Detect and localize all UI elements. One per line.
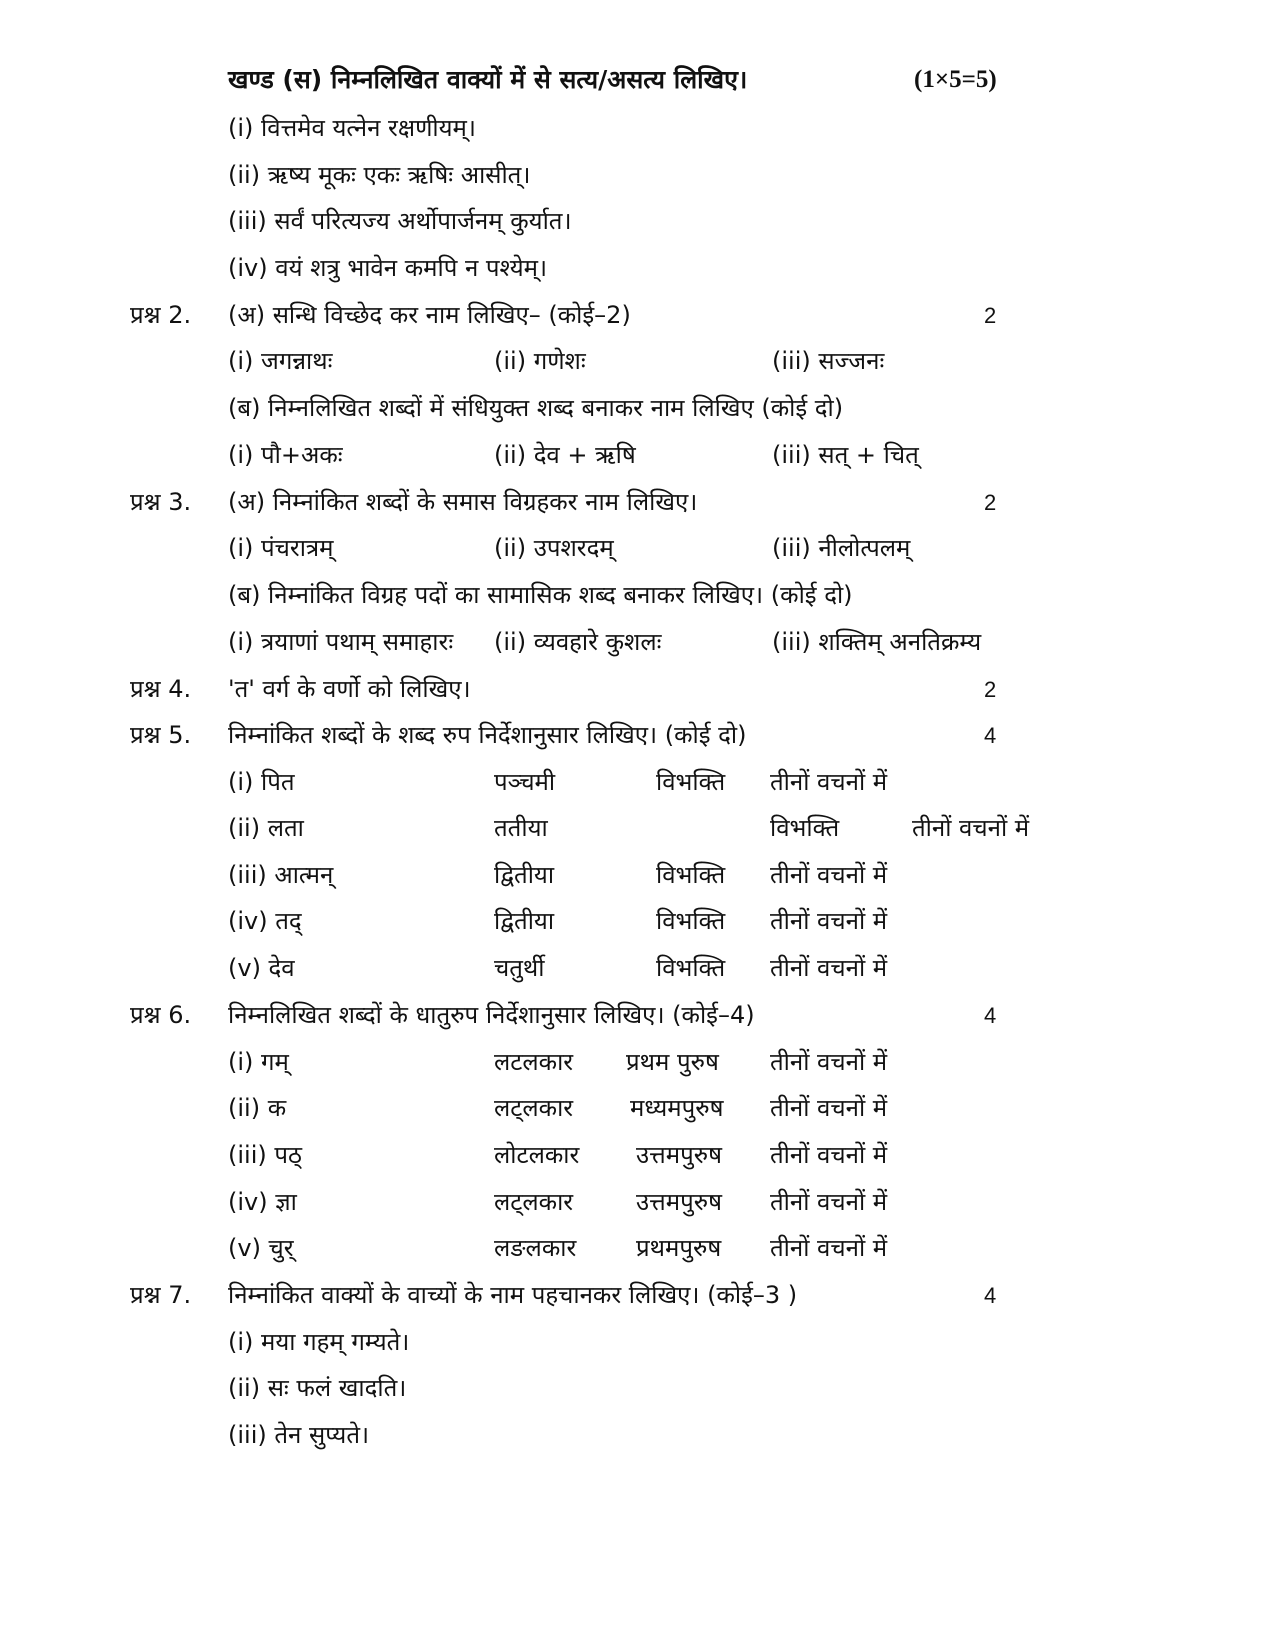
option: (i) त्रयाणां पथाम् समाहारः (228, 628, 454, 656)
question-text: निम्नांकित वाक्यों के वाच्यों के नाम पहचानकर लिखिए। (कोई–3 ) (228, 1281, 798, 1309)
table-cell: तीनों वचनों में (770, 1188, 888, 1216)
table-cell: तीनों वचनों में (770, 768, 888, 796)
question-marks: 4 (984, 1003, 997, 1028)
question-text: निम्नांकित शब्दों के शब्द रुप निर्देशानुसार लिखिए। (कोई दो) (228, 721, 747, 749)
question-marks: 4 (984, 723, 997, 748)
question-label: प्रश्न 3. (130, 488, 192, 516)
question-text: निम्नलिखित शब्दों के धातुरुप निर्देशानुसार लिखिए। (कोई–4) (228, 1001, 755, 1029)
question-text: (अ) निम्नांकित शब्दों के समास विग्रहकर नाम लिखिए। (228, 488, 698, 516)
question-text: (अ) सन्धि विच्छेद कर नाम लिखिए– (कोई–2) (228, 301, 631, 329)
option: (iii) शक्तिम् अनतिक्रम्य (772, 628, 982, 656)
question-label: प्रश्न 5. (130, 721, 192, 749)
question-label: प्रश्न 4. (130, 675, 192, 703)
table-cell: प्रथमपुरुष (636, 1234, 722, 1262)
table-cell: प्रथम पुरुष (626, 1048, 719, 1076)
list-item: (i) वित्तमेव यत्नेन रक्षणीयम्। (228, 114, 477, 142)
option: (i) जगन्नाथः (228, 347, 333, 375)
table-cell: द्वितीया (494, 907, 555, 935)
question-marks: 4 (984, 1283, 997, 1308)
table-cell: मध्यमपुरुष (630, 1094, 724, 1122)
option: (i) पंचरात्रम् (228, 534, 334, 562)
list-item: (iii) तेन सुप्यते। (228, 1421, 370, 1449)
table-cell: तीनों वचनों में (770, 861, 888, 889)
table-cell: (iii) पठ् (228, 1141, 302, 1169)
list-item: (ii) ऋष्य मूकः एकः ऋषिः आसीत्। (228, 161, 531, 189)
question-marks: 2 (984, 303, 997, 328)
option: (ii) व्यवहारे कुशलः (494, 628, 662, 656)
table-cell: तीनों वचनों में (912, 814, 1030, 842)
table-cell: (v) देव (228, 954, 295, 982)
section-marks: (1×5=5) (914, 66, 997, 93)
table-cell: (ii) लता (228, 814, 304, 842)
option: (iii) सत् + चित् (772, 441, 919, 469)
table-cell: (v) चुर् (228, 1234, 294, 1262)
table-cell: तीनों वचनों में (770, 1094, 888, 1122)
table-cell: लटलकार (494, 1048, 574, 1076)
table-cell: (ii) क (228, 1094, 287, 1122)
table-cell: तीनों वचनों में (770, 1048, 888, 1076)
option: (iii) नीलोत्पलम् (772, 534, 911, 562)
table-cell: (i) गम् (228, 1048, 289, 1076)
option: (ii) उपशरदम् (494, 534, 614, 562)
list-item: (iii) सर्वं परित्यज्य अर्थोपार्जनम् कुर्यात। (228, 207, 572, 235)
question-label: प्रश्न 2. (130, 301, 192, 329)
list-item: (i) मया गहम् गम्यते। (228, 1328, 410, 1356)
table-cell: लट्लकार (494, 1188, 574, 1216)
option: (i) पौ+अकः (228, 441, 343, 469)
question-text: (ब) निम्नांकित विग्रह पदों का सामासिक शब्द बनाकर लिखिए। (कोई दो) (228, 581, 853, 609)
table-cell: ततीया (494, 814, 548, 842)
table-cell: लट्लकार (494, 1094, 574, 1122)
option: (ii) गणेशः (494, 347, 586, 375)
table-cell: तीनों वचनों में (770, 907, 888, 935)
table-cell: चतुर्थी (494, 954, 545, 982)
table-cell: विभक्ति (656, 954, 726, 982)
table-cell: तीनों वचनों में (770, 1234, 888, 1262)
table-cell: तीनों वचनों में (770, 1141, 888, 1169)
table-cell: विभक्ति (656, 768, 726, 796)
table-cell: (iv) तद् (228, 907, 302, 935)
table-cell: उत्तमपुरुष (636, 1188, 722, 1216)
table-cell: विभक्ति (656, 861, 726, 889)
option: (ii) देव + ऋषि (494, 441, 636, 469)
table-cell: (i) पित (228, 768, 295, 796)
table-cell: द्वितीया (494, 861, 555, 889)
table-cell: उत्तमपुरुष (636, 1141, 722, 1169)
question-label: प्रश्न 6. (130, 1001, 192, 1029)
table-cell: पञ्चमी (494, 768, 556, 796)
list-item: (ii) सः फलं खादति। (228, 1374, 407, 1402)
table-cell: विभक्ति (656, 907, 726, 935)
question-marks: 2 (984, 490, 997, 515)
table-cell: (iii) आत्मन् (228, 861, 334, 889)
table-cell: तीनों वचनों में (770, 954, 888, 982)
question-marks: 2 (984, 677, 997, 702)
option: (iii) सज्जनः (772, 347, 885, 375)
question-text: (ब) निम्नलिखित शब्दों में संधियुक्त शब्द बनाकर नाम लिखिए (कोई दो) (228, 394, 844, 422)
section-heading: खण्ड (स) निम्नलिखित वाक्यों में से सत्य/असत्य लिखिए। (228, 65, 748, 94)
question-label: प्रश्न 7. (130, 1281, 192, 1309)
table-cell: (iv) ज्ञा (228, 1188, 297, 1216)
list-item: (iv) वयं शत्रु भावेन कमपि न पश्येम्। (228, 254, 548, 282)
table-cell: लोटलकार (494, 1141, 580, 1169)
question-text: 'त' वर्ग के वर्णो को लिखिए। (228, 675, 471, 703)
table-cell: लङलकार (494, 1234, 577, 1262)
table-cell: विभक्ति (770, 814, 840, 842)
